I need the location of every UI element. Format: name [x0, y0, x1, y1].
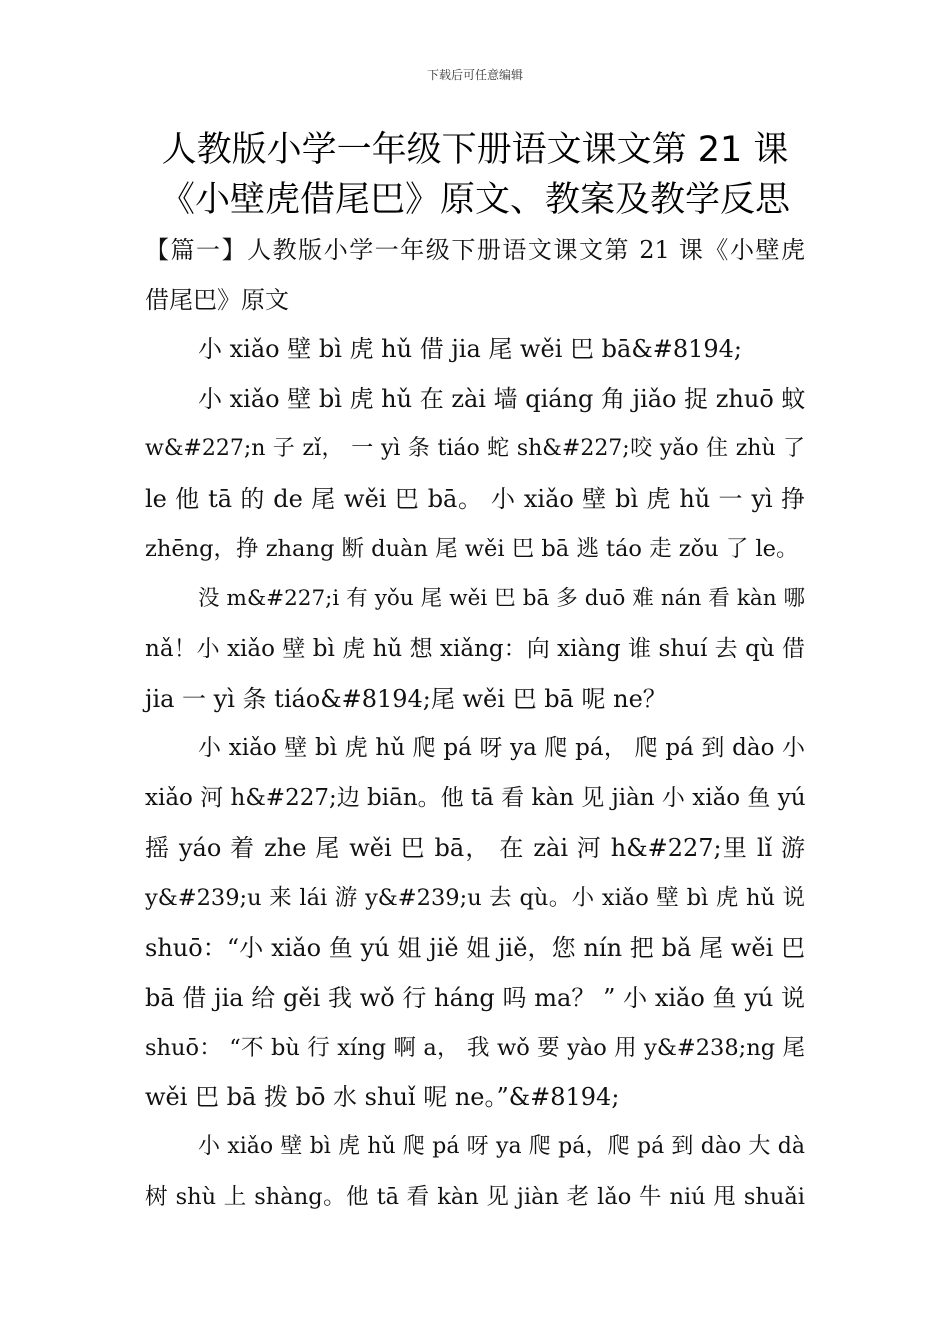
document-title-line-2: 《小壁虎借尾巴》原文、教案及教学反思 — [159, 180, 790, 220]
text-line: 没 m&#227;i 有 yǒu 尾 wěi 巴 bā 多 duō 难 nán 看 kàn 哪 — [198, 586, 805, 611]
text-line: 小 xiǎo 壁 bì 虎 hǔ 爬 pá 呀 ya 爬 pá， 爬 pá 到 dào 小 — [198, 735, 805, 761]
header-note: 下载后可任意编辑 — [426, 68, 523, 82]
text-line: zhēng，挣 zhang 断 duàn 尾 wěi 巴 bā 逃 táo 走 zǒu 了 le。 — [145, 536, 799, 562]
text-line: 【篇一】人教版小学一年级下册语文课文第 21 课《小壁虎 — [145, 236, 805, 264]
text-line: jia 一 yì 条 tiáo&#8194;尾 wěi 巴 bā 呢 ne？ — [145, 685, 667, 713]
text-line: w&#227;n 子 zǐ， 一 yì 条 tiáo 蛇 sh&#227;咬 yǎo 住 zhù 了 — [145, 436, 805, 461]
text-line: 小 xiǎo 壁 bì 虎 hǔ 爬 pá 呀 ya 爬 pá，爬 pá 到 dào 大 dà — [198, 1134, 805, 1159]
text-line: y&#239;u 来 lái 游 y&#239;u 去 qù。小 xiǎo 壁 bì 虎 hǔ 说 — [145, 885, 805, 911]
text-line: nǎ！小 xiǎo 壁 bì 虎 hǔ 想 xiǎng：向 xiàng 谁 shuí 去 qù 借 — [145, 636, 805, 662]
text-line: shuō：“小 xiǎo 鱼 yú 姐 jiě 姐 jiě，您 nín 把 bǎ 尾 wěi 巴 — [145, 934, 805, 962]
text-line: le 他 tā 的 de 尾 wěi 巴 bā。 小 xiǎo 壁 bì 虎 hǔ 一 yì 挣 — [145, 485, 805, 513]
text-line: 借尾巴》原文 — [145, 286, 289, 314]
text-line: 小 xiǎo 壁 bì 虎 hǔ 借 jia 尾 wěi 巴 bā&#8194; — [198, 335, 742, 363]
text-line: 摇 yáo 着 zhe 尾 wěi 巴 bā， 在 zài 河 h&#227;里 lǐ 游 — [145, 834, 805, 862]
text-line: xiǎo 河 h&#227;边 biān。他 tā 看 kàn 见 jiàn 小 xiǎo 鱼 yú — [145, 785, 806, 811]
text-line: wěi 巴 bā 拨 bō 水 shuǐ 呢 ne。”&#8194; — [145, 1083, 620, 1111]
text-line: bā 借 jia 给 gěi 我 wǒ 行 háng 吗 ma？ ” 小 xiǎo 鱼 yú 说 — [145, 984, 805, 1012]
text-line: 树 shù 上 shàng。他 tā 看 kàn 见 jiàn 老 lǎo 牛 niú 甩 shuǎi — [145, 1184, 805, 1210]
text-line: shuō： “不 bù 行 xíng 啊 a， 我 wǒ 要 yào 用 y&#238;ng 尾 — [145, 1035, 805, 1061]
text-line: 小 xiǎo 壁 bì 虎 hǔ 在 zài 墙 qiáng 角 jiǎo 捉 zhuō 蚊 — [198, 385, 806, 413]
document-title-line-1: 人教版小学一年级下册语文课文第 21 课 — [161, 130, 789, 170]
